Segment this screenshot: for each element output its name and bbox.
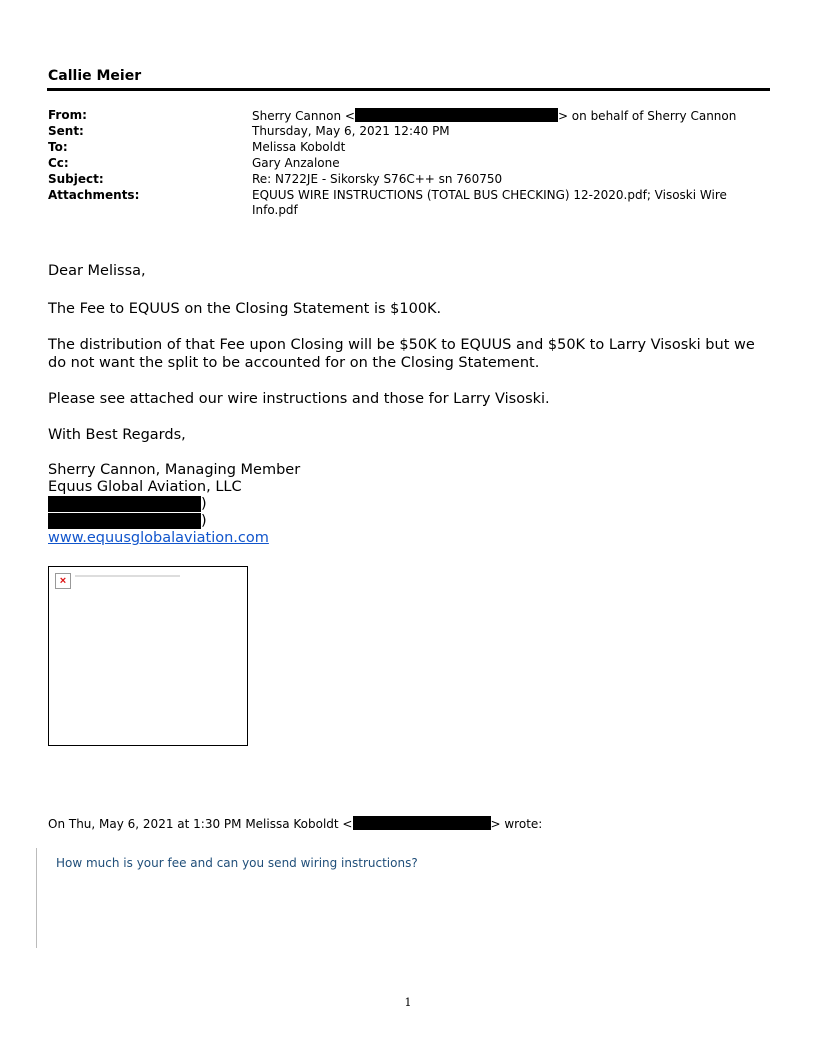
paren-1: ) bbox=[201, 496, 207, 512]
body-paragraph-3: Please see attached our wire instructions and those for Larry Visoski. bbox=[48, 391, 550, 407]
subject-label: Subject: bbox=[48, 172, 104, 186]
sent-label: Sent: bbox=[48, 124, 84, 138]
sent-value: Thursday, May 6, 2021 12:40 PM bbox=[252, 124, 450, 138]
document-owner-name: Callie Meier bbox=[48, 68, 142, 84]
alt-text-line bbox=[75, 575, 180, 577]
subject-value: Re: N722JE - Sikorsky S76C++ sn 760750 bbox=[252, 172, 503, 186]
broken-image-icon: × bbox=[55, 573, 71, 589]
website-link[interactable]: www.equusglobalaviation.com bbox=[48, 530, 269, 546]
greeting: Dear Melissa, bbox=[48, 263, 146, 279]
header-rule bbox=[47, 88, 770, 91]
paren-2: ) bbox=[201, 513, 207, 529]
signature-company: Equus Global Aviation, LLC bbox=[48, 479, 242, 495]
redacted-phone-2 bbox=[48, 513, 201, 529]
from-value bbox=[252, 108, 762, 124]
body-paragraph-1: The Fee to EQUUS on the Closing Statement is $100K. bbox=[48, 301, 442, 317]
body-paragraph-2: The distribution of that Fee upon Closing will be $50K to EQUUS and $50K to Larry Visoski but we do not want the split to be accounted for on the Closing Statement. bbox=[48, 337, 755, 371]
page-number: 1 bbox=[404, 996, 412, 1009]
quote-bar bbox=[36, 848, 37, 948]
attachments-value: EQUUS WIRE INSTRUCTIONS (TOTAL BUS CHECKING) 12-2020.pdf; Visoski Wire Info.pdf bbox=[252, 188, 727, 217]
from-name: Sherry Cannon < bbox=[252, 109, 355, 123]
cc-value: Gary Anzalone bbox=[252, 156, 340, 170]
cc-label: Cc: bbox=[48, 156, 69, 170]
redacted-email bbox=[353, 816, 491, 830]
to-label: To: bbox=[48, 140, 68, 154]
from-label: From: bbox=[48, 108, 87, 122]
image-placeholder bbox=[48, 566, 248, 746]
redacted-email bbox=[355, 108, 558, 122]
quote-header-suffix: > wrote: bbox=[490, 817, 543, 831]
closing: With Best Regards, bbox=[48, 427, 186, 443]
attachments-label: Attachments: bbox=[48, 188, 140, 202]
to-value: Melissa Koboldt bbox=[252, 140, 346, 154]
redacted-phone-1 bbox=[48, 496, 201, 512]
signature-name: Sherry Cannon, Managing Member bbox=[48, 462, 301, 478]
quote-header-prefix: On Thu, May 6, 2021 at 1:30 PM Melissa Koboldt < bbox=[48, 817, 353, 831]
quote-header bbox=[48, 816, 542, 831]
from-suffix: > on behalf of Sherry Cannon bbox=[557, 109, 737, 123]
quoted-text: How much is your fee and can you send wiring instructions? bbox=[56, 856, 418, 870]
